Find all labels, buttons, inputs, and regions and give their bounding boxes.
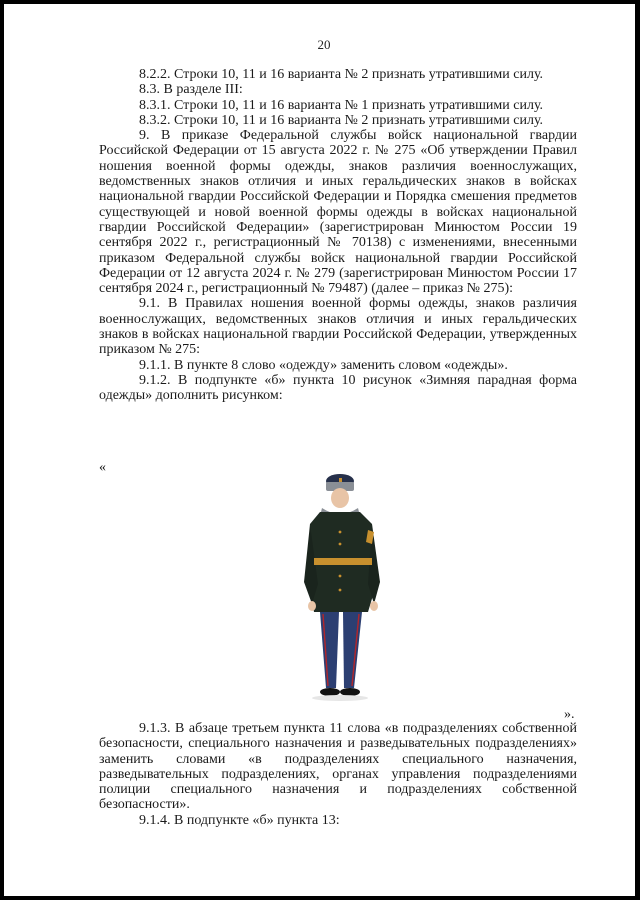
page-number: 20 [317,37,331,52]
paragraph-8-3: 8.3. В разделе III: [139,82,243,98]
paragraph-9-1-2: 9.1.2. В подпункте «б» пункта 10 рисунок «Зимняя парадная форма одежды» дополнить рисунком: [99,372,577,404]
paragraph-8-2-2: 8.2.2. Строки 10, 11 и 16 варианта № 2 признать утратившими силу. [139,67,544,82]
text-block-top [99,67,577,404]
paragraph-9-1-1: 9.1.1. В пункте 8 слово «одежду» заменить словом «одежды». [139,357,508,373]
paragraph-8-3-1: 8.3.1. Строки 10, 11 и 16 варианта № 1 признать утратившими силу. [139,97,544,113]
paragraph-9: 9. В приказе Федеральной службы войск национальной гвардии Российской Федерации от 15 августа 2022 г. № 275 «Об утверждении Правил ношения военной формы одежды, знаков различия военнослужащих, ведомственных знаков отличия и иных геральдических знаков в войсках национальной гвардии Российской Федерации и Порядка смешения предметов существующей и новой военной формы одежды в войсках национальной гвардии Российской Федерации» (зарегистрирован Минюстом России 19 сентября 2022 г., регистрационный № 70138) с изменениями, внесенными приказом Федеральной службы войск национальной гвардии Российской Федерации от 12 августа 2024 г. № 279 (зарегистрирован Минюстом России 17 сентября 2024 г., регистрационный № 79487) (далее – приказ № 275): [99,128,577,297]
quote-close: ». [564,707,575,722]
paragraph-9-1-4: 9.1.4. В подпункте «б» пункта 13: [139,812,340,828]
document-page [4,4,635,896]
text-block-bottom [99,721,577,828]
uniform-figure-icon [302,472,392,704]
paragraph-9-1: 9.1. В Правилах ношения военной формы одежды, знаков различия военнослужащих, ведомственных знаков отличия и иных геральдических знаков в войсках национальной гвардии Российской Федерации, утвержденных приказом № 275: [99,296,577,358]
paragraph-9-1-3: 9.1.3. В абзаце третьем пункта 11 слова «в подразделениях собственной безопасности, специального назначения и разведывательных подразделениях» заменить словами «в подразделениях специального назначения, разведывательных подразделениях, органах управления подразделениями полиции специального назначения и подразделениях собственной безопасности». [99,721,577,813]
paragraph-8-3-2: 8.3.2. Строки 10, 11 и 16 варианта № 2 признать утратившими силу. [139,112,544,128]
quote-open: « [99,460,106,475]
